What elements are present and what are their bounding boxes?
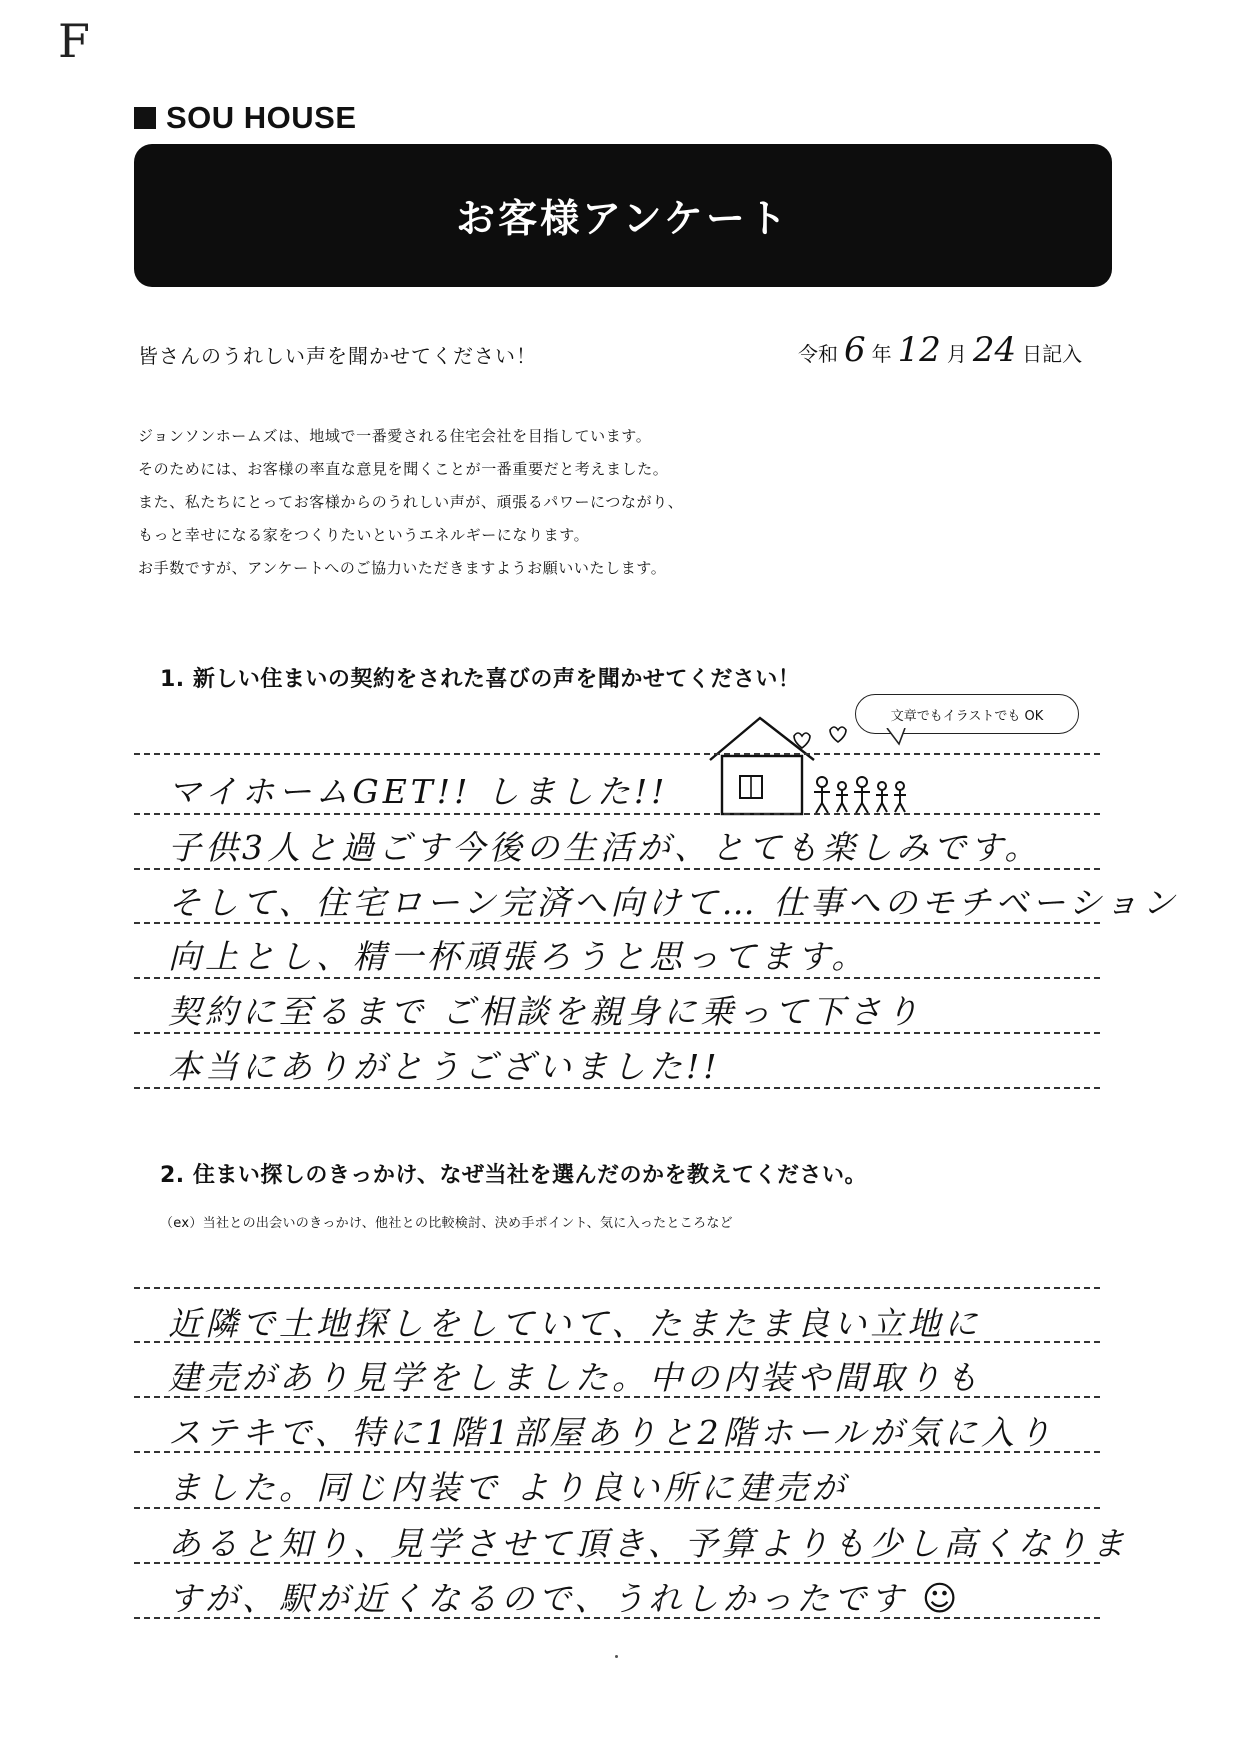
ruled-line xyxy=(134,753,1100,755)
brand-name: SOU HOUSE xyxy=(166,100,357,135)
question-2-heading: 2. 住まい探しのきっかけ、なぜ当社を選んだのかを教えてください。 xyxy=(160,1163,867,1188)
date-entry xyxy=(798,330,1082,370)
date-year-unit: 年 xyxy=(871,342,892,366)
date-suffix: 記入 xyxy=(1042,342,1083,366)
date-month-unit: 月 xyxy=(946,342,967,366)
intro-line: お手数ですが、アンケートへのご協力いただきますようお願いいたします。 xyxy=(138,559,667,577)
brand-logo xyxy=(134,100,357,136)
page-title: お客様アンケート xyxy=(456,196,790,242)
answer-2-line: 建売があり見学をしました。中の内装や間取りも xyxy=(168,1358,982,1397)
date-era: 令和 xyxy=(798,342,838,366)
question-2-hint: （ex）当社との出会いのきっかけ、他社との比較検討、決め手ポイント、気に入ったところなど xyxy=(160,1216,733,1231)
corner-handwritten-mark: F xyxy=(58,14,90,68)
answer-2-line: すが、駅が近くなるので、うれしかったです xyxy=(168,1579,908,1618)
answer-2-last-line-wrap xyxy=(168,1573,1108,1620)
answer-1-line: 子供3人と過ごす今後の生活が、とても楽しみです。 xyxy=(168,828,1042,867)
smiley-face-icon: ☺ xyxy=(921,1579,962,1619)
intro-line: ジョンソンホームズは、地域で一番愛される住宅会社を目指しています。 xyxy=(138,427,652,445)
date-month-handwritten: 12 xyxy=(897,330,941,370)
answer-1-line: そして、住宅ローン完済へ向けて… 仕事へのモチベーション xyxy=(168,883,1179,922)
intro-line: また、私たちにとってお客様からのうれしい声が、頑張るパワーにつながり、 xyxy=(138,493,684,511)
date-day-handwritten: 24 xyxy=(972,330,1017,370)
speech-bubble: 文章でもイラストでも OK xyxy=(855,694,1079,734)
ruled-line xyxy=(134,813,1100,815)
intro-paragraph xyxy=(138,420,683,585)
answer-1-line: 契約に至るまで ご相談を親身に乗って下さり xyxy=(168,992,923,1031)
answer-1-line: 向上とし、精一杯頑張ろうと思ってます。 xyxy=(168,937,869,976)
scan-speck xyxy=(615,1655,618,1658)
ruled-line xyxy=(134,1287,1100,1289)
question-1-heading: 1. 新しい住まいの契約をされた喜びの声を聞かせてください！ xyxy=(160,667,801,692)
date-year-handwritten: 6 xyxy=(844,330,866,370)
answer-2-line: ステキで、特に1階1部屋ありと2階ホールが気に入り xyxy=(168,1413,1056,1452)
date-day-unit: 日 xyxy=(1022,342,1043,366)
answer-1-line: 本当にありがとうございました!! xyxy=(168,1047,721,1086)
answer-2-line: ました。同じ内装で より良い所に建売が xyxy=(168,1468,849,1507)
answer-1-line: マイホームGET!! しました!! xyxy=(168,772,669,811)
answer-2-line: あると知り、見学させて頂き、予算よりも少し高くなりま xyxy=(168,1524,1129,1563)
intro-heading: 皆さんのうれしい声を聞かせてください！ xyxy=(138,344,537,368)
intro-line: もっと幸せになる家をつくりたいというエネルギーになります。 xyxy=(138,526,590,544)
brand-square-icon xyxy=(134,107,156,129)
answer-2-line: 近隣で土地探しをしていて、たまたま良い立地に xyxy=(168,1304,982,1343)
intro-line: そのためには、お客様の率直な意見を聞くことが一番重要だと考えました。 xyxy=(138,460,669,478)
title-banner xyxy=(134,144,1112,287)
